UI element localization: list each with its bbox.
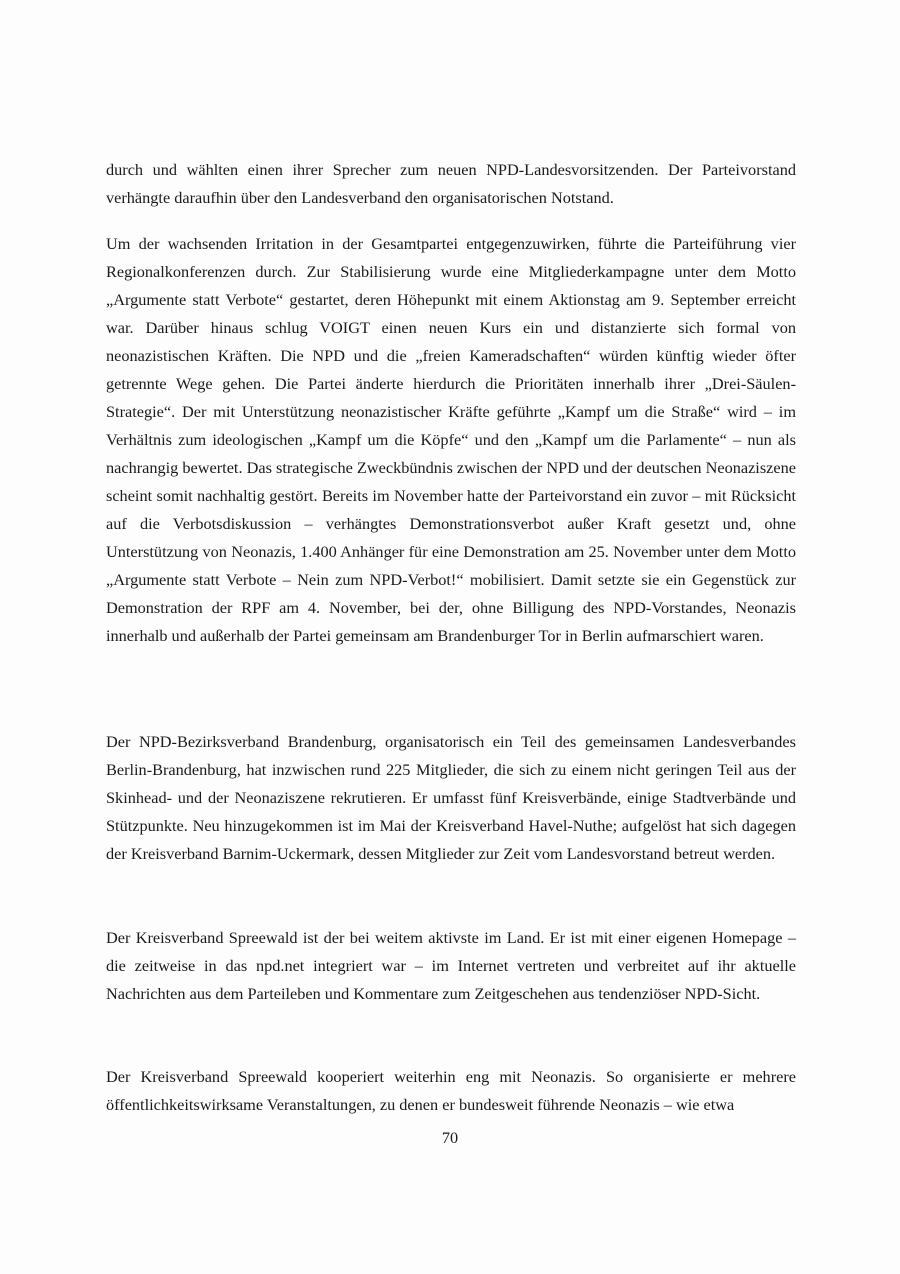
paragraph-2	[106, 230, 796, 650]
paragraph-1-text: durch und wählten einen ihrer Sprecher zum neuen NPD-Landesvorsitzenden. Der Parteivorstand verhängte daraufhin über den Landesverband den organisatorischen Notstand.	[106, 160, 796, 207]
paragraph-3	[106, 728, 796, 868]
paragraph-5-text: Der Kreisverband Spreewald kooperiert weiterhin eng mit Neonazis. So organisierte er mehrere öffentlichkeitswirksame Veranstaltungen, zu denen er bundesweit führende Neonazis – wie etwa	[106, 1067, 796, 1114]
paragraph-5	[106, 1063, 796, 1119]
paragraph-1	[106, 156, 796, 212]
page-number: 70	[441, 1128, 459, 1147]
paragraph-3-text: Der NPD-Bezirksverband Brandenburg, organisatorisch ein Teil des gemeinsamen Landesverbandes Berlin-Brandenburg, hat inzwischen rund 225 Mitglieder, die sich zu einem nicht geringen Teil aus der Skinhead- und der Neonaziszene rekrutieren. Er umfasst fünf Kreisverbände, einige Stadtverbände und Stützpunkte. Neu hinzugekommen ist im Mai der Kreisverband Havel-Nuthe; aufgelöst hat sich dagegen der Kreisverband Barnim-Uckermark, dessen Mitglieder zur Zeit vom Landesvorstand betreut werden.	[106, 732, 796, 863]
paragraph-4	[106, 924, 796, 1008]
paragraph-4-text: Der Kreisverband Spreewald ist der bei weitem aktivste im Land. Er ist mit einer eigenen Homepage – die zeitweise in das npd.net integriert war – im Internet vertreten und verbreitet auf ihr aktuelle Nachrichten aus dem Parteileben und Kommentare zum Zeitgeschehen aus tendenziöser NPD-Sicht.	[106, 928, 796, 1003]
paragraph-2-text: Um der wachsenden Irritation in der Gesamtpartei entgegenzuwirken, führte die Parteiführung vier Regionalkonferenzen durch. Zur Stabilisierung wurde eine Mitgliederkampagne unter dem Motto „Argumente statt Verbote“ gestartet, deren Höhepunkt mit einem Aktionstag am 9. September erreicht war. Darüber hinaus schlug VOIGT einen neuen Kurs ein und distanzierte sich formal von neonazistischen Kräften. Die NPD und die „freien Kameradschaften“ würden künftig wieder öfter getrennte Wege gehen. Die Partei änderte hierdurch die Prioritäten innerhalb ihrer „Drei-Säulen-Strategie“. Der mit Unterstützung neonazistischer Kräfte geführte „Kampf um die Straße“ wird – im Verhältnis zum ideologischen „Kampf um die Köpfe“ und den „Kampf um die Parlamente“ – nun als nachrangig bewertet. Das strategische Zweckbündnis zwischen der NPD und der deutschen Neonaziszene scheint somit nachhaltig gestört. Bereits im November hatte der Parteivorstand ein zuvor – mit Rücksicht auf die Verbotsdiskussion – verhängtes Demonstrationsverbot außer Kraft gesetzt und, ohne Unterstützung von Neonazis, 1.400 Anhänger für eine Demonstration am 25. November unter dem Motto „Argumente statt Verbote – Nein zum NPD-Verbot!“ mobilisiert. Damit setzte sie ein Gegenstück zur Demonstration der RPF am 4. November, bei der, ohne Billigung des NPD-Vorstandes, Neonazis innerhalb und außerhalb der Partei gemeinsam am Brandenburger Tor in Berlin aufmarschiert waren.	[106, 234, 796, 645]
